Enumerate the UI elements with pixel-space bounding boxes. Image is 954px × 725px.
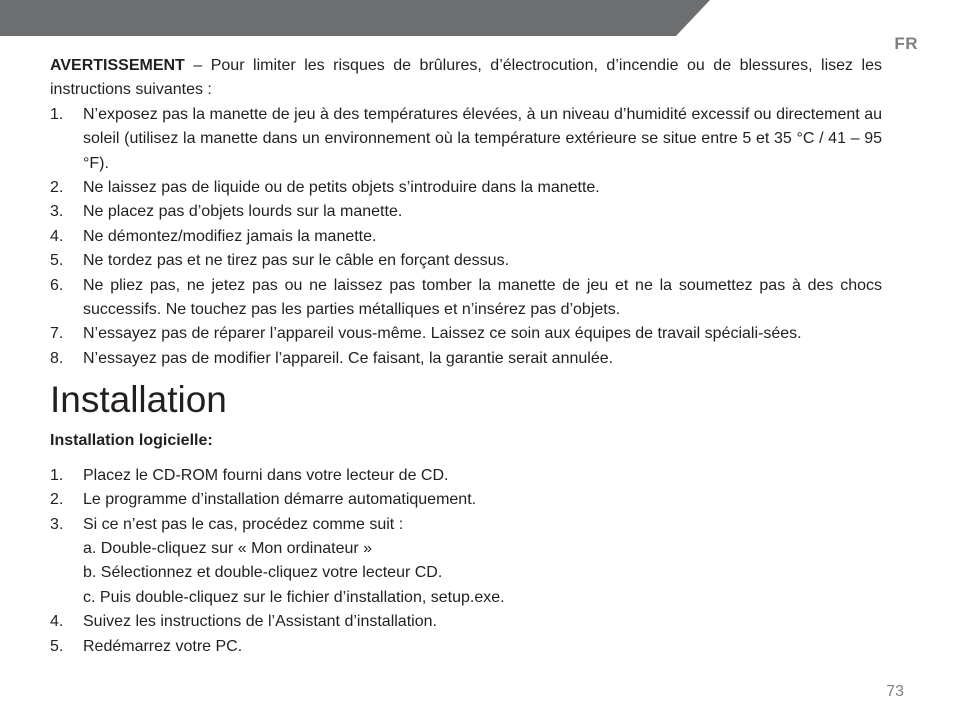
step-number: 5. (50, 637, 64, 655)
item-text: N’exposez pas la manette de jeu à des températures élevées, à un niveau d’humidité excessif ou directement au soleil (utilisez la manette dans un environnement où la température extérieure se situe entre 5 et 35 °C / 41 – 95 °F). (83, 105, 882, 172)
item-number: 6. (50, 276, 64, 294)
step-text: Suivez les instructions de l’Assistant d’installation. (83, 613, 437, 631)
warning-intro: – Pour limiter les risques de brûlures, d’électrocution, d’incendie ou de blessures, lisez les instructions suivantes : (50, 57, 882, 99)
section-subtitle: Installation logicielle: (50, 432, 213, 450)
item-text: Ne placez pas d’objets lourds sur la manette. (83, 203, 403, 221)
step-item (50, 464, 882, 488)
step-number: 2. (50, 491, 64, 509)
substep: a. Double-cliquez sur « Mon ordinateur » (83, 539, 373, 557)
warning-item (50, 274, 882, 323)
substep: b. Sélectionnez et double-cliquez votre lecteur CD. (83, 564, 443, 582)
warning-item (50, 176, 882, 200)
item-text: N’essayez pas de modifier l’appareil. Ce faisant, la garantie serait annulée. (83, 349, 614, 367)
step-item (50, 513, 882, 611)
warning-item (50, 249, 882, 273)
item-number: 2. (50, 179, 64, 197)
item-text: Ne tordez pas et ne tirez pas sur le câble en forçant dessus. (83, 252, 510, 270)
step-text: Le programme d’installation démarre automatiquement. (83, 491, 477, 509)
step-text: Si ce n’est pas le cas, procédez comme suit : (83, 515, 404, 533)
step-item (50, 610, 882, 634)
item-number: 8. (50, 349, 64, 367)
item-text: Ne pliez pas, ne jetez pas ou ne laissez pas tomber la manette de jeu et ne la soumettez pas à des chocs successifs. Ne touchez pas les parties métalliques et n’insérez pas d’objets. (83, 276, 882, 319)
step-item (50, 635, 882, 659)
section-title: Installation (50, 379, 227, 421)
page-content (50, 54, 882, 659)
warning-item (50, 103, 882, 176)
step-text: Redémarrez votre PC. (83, 637, 243, 655)
step-number: 3. (50, 515, 64, 533)
step-item (50, 488, 882, 512)
warning-item (50, 200, 882, 224)
warning-label: AVERTISSEMENT (50, 57, 185, 74)
warning-item (50, 347, 882, 371)
step-text: Placez le CD-ROM fourni dans votre lecteur de CD. (83, 466, 449, 484)
warning-item (50, 322, 882, 346)
substep: c. Puis double-cliquez sur le fichier d’installation, setup.exe. (83, 588, 505, 606)
step-number: 4. (50, 613, 64, 631)
item-number: 4. (50, 227, 64, 245)
installation-steps (50, 464, 882, 659)
item-text: Ne laissez pas de liquide ou de petits objets s’introduire dans la manette. (83, 179, 600, 197)
item-text: N’essayez pas de réparer l’appareil vous-même. Laissez ce soin aux équipes de travail spéciali-sées. (83, 325, 802, 343)
step-number: 1. (50, 466, 64, 484)
item-number: 3. (50, 203, 64, 221)
warning-list (50, 103, 882, 371)
language-tag: FR (894, 34, 918, 53)
warning-paragraph (50, 54, 882, 103)
item-number: 7. (50, 325, 64, 343)
page-number: 73 (886, 683, 904, 700)
item-number: 5. (50, 252, 64, 270)
warning-item (50, 225, 882, 249)
item-number: 1. (50, 105, 64, 123)
header-band (0, 0, 710, 36)
item-text: Ne démontez/modifiez jamais la manette. (83, 227, 377, 245)
